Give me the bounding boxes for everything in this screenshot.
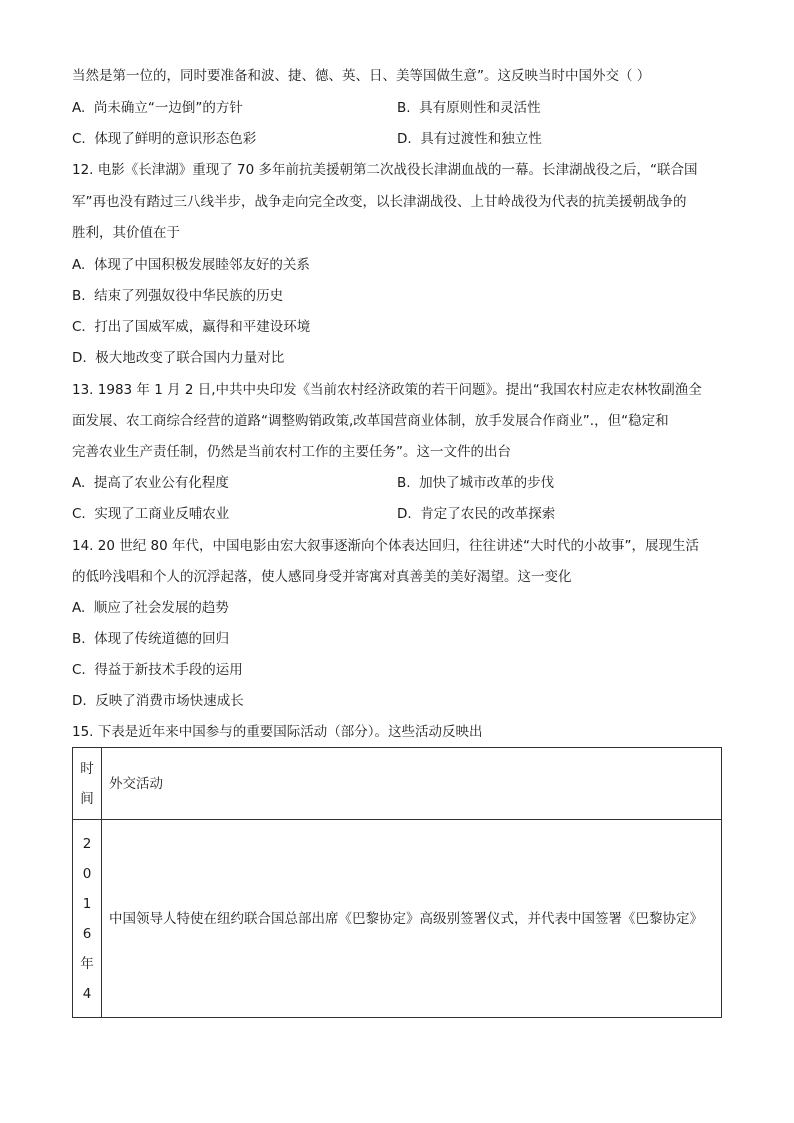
row-time-char: 0 [82,865,92,882]
row-time-char: 6 [82,925,92,942]
q11-option-a: A. 尚未确立“一边倒”的方针 [72,100,243,116]
q11-option-b: B. 具有原则性和灵活性 [397,100,541,116]
row-time-cell [73,820,102,1018]
q11-option-d: D. 具有过渡性和独立性 [397,131,542,147]
q14-stem-line-2: 的低吟浅唱和个人的沉浮起落，使人感同身受并寄寓对真善美的美好渴望。这一变化 [72,569,572,585]
q11-option-c: C. 体现了鲜明的意识形态色彩 [72,131,257,147]
activities-table [72,747,722,1018]
q11-stem: 当然是第一位的，同时要准备和波、捷、德、英、日、美等国做生意”。这反映当时中国外交（ ） [72,68,651,84]
q14-stem-line-1: 14. 20 世纪 80 年代，中国电影由宏大叙事逐渐向个体表达回归，往往讲述“大时代的小故事”，展现生活 [72,538,699,554]
header-time-char: 时 [80,760,94,777]
table-header-row [73,748,722,820]
row-activity-cell: 中国领导人特使在纽约联合国总部出席《巴黎协定》高级别签署仪式，并代表中国签署《巴黎协定》 [102,820,722,1018]
q15-stem: 15. 下表是近年来中国参与的重要国际活动（部分）。这些活动反映出 [72,724,483,740]
q13-stem-line-2: 面发展、农工商综合经营的道路“调整购销政策,改革国营商业体制，放手发展合作商业”.，但“稳定和 [72,413,669,429]
q14-option-a: A. 顺应了社会发展的趋势 [72,600,229,616]
q12-option-a: A. 体现了中国积极发展睦邻友好的关系 [72,257,310,273]
q13-stem-line-1: 13. 1983 年 1 月 2 日,中共中央印发《当前农村经济政策的若干问题》。提出“我国农村应走农林牧副渔全 [72,382,702,398]
q12-stem-line-3: 胜利，其价值在于 [72,225,180,241]
q13-stem-line-3: 完善农业生产责任制，仍然是当前农村工作的主要任务”。这一文件的出台 [72,444,511,460]
q12-option-b: B. 结束了列强奴役中华民族的历史 [72,288,284,304]
q13-option-d: D. 肯定了农民的改革探索 [397,506,556,522]
q14-option-c: C. 得益于新技术手段的运用 [72,662,243,678]
q13-option-a: A. 提高了农业公有化程度 [72,475,229,491]
header-time-cell [73,748,102,820]
header-activity-cell: 外交活动 [102,748,722,820]
q12-stem-line-1: 12. 电影《长津湖》重现了 70 多年前抗美援朝第二次战役长津湖血战的一幕。长津湖战役之后，“联合国 [72,162,698,178]
q12-option-d: D. 极大地改变了联合国内力量对比 [72,350,285,366]
table-row [73,820,722,1018]
row-time-char: 2 [82,835,92,852]
q14-option-d: D. 反映了消费市场快速成长 [72,693,244,709]
q12-option-c: C. 打出了国威军威，赢得和平建设环境 [72,319,311,335]
header-time-char: 间 [80,790,94,807]
row-time-char: 年 [80,955,94,972]
q13-option-c: C. 实现了工商业反哺农业 [72,506,230,522]
q14-option-b: B. 体现了传统道德的回归 [72,631,230,647]
row-time-char: 1 [82,895,92,912]
q12-stem-line-2: 军”再也没有踏过三八线半步，战争走向完全改变，以长津湖战役、上甘岭战役为代表的抗美援朝战争的 [72,194,687,210]
row-time-char: 4 [82,985,92,1002]
q13-option-b: B. 加快了城市改革的步伐 [397,475,555,491]
